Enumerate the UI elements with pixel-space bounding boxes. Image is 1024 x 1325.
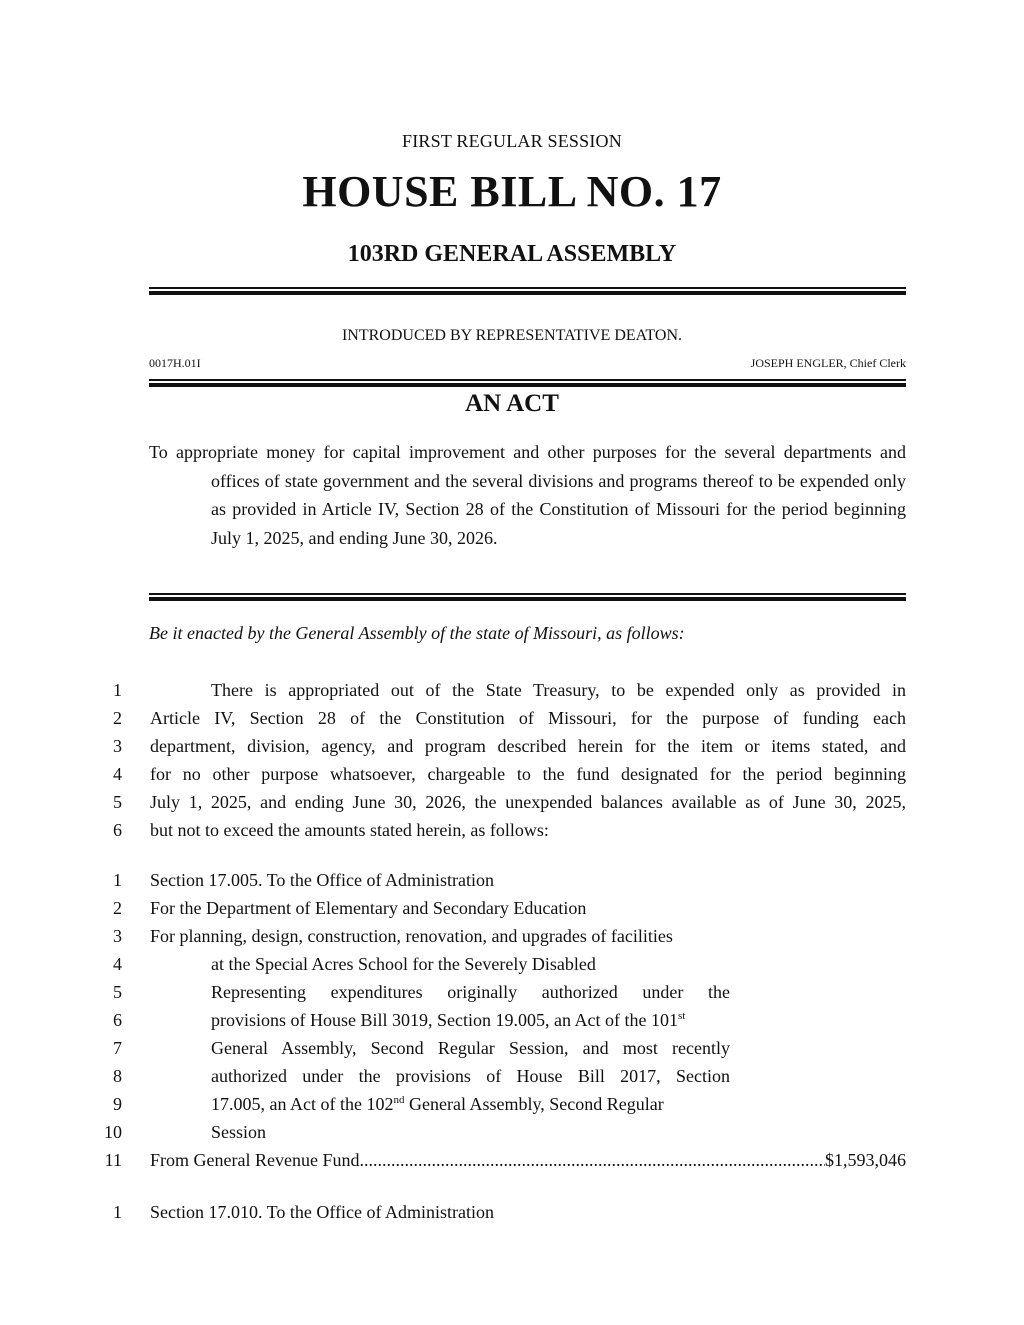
line-number: 10 (104, 1122, 122, 1142)
line-number: 2 (113, 898, 122, 918)
act-heading: AN ACT (465, 390, 559, 417)
fund-amount: $1,593,046 (825, 1150, 906, 1170)
double-rule (149, 287, 906, 295)
introduced-by: INTRODUCED BY REPRESENTATIVE DEATON. (341, 327, 683, 344)
line-number: 3 (113, 736, 122, 756)
line-text: at the Special Acres School for the Severely Disabled (211, 954, 596, 974)
preamble-line (0, 788, 1024, 816)
line-text: July 1, 2025, and ending June 30, 2026, the unexpended balances available as of June 30, 2025, (150, 792, 906, 812)
line-text: For the Department of Elementary and Secondary Education (150, 898, 587, 918)
line-number: 9 (113, 1094, 122, 1114)
line-text: 17.005, an Act of the 102nd General Assembly, Second Regular (211, 1094, 664, 1114)
section-line (0, 1062, 1024, 1090)
line-number: 1 (113, 870, 122, 890)
section-17-010 (0, 1198, 1024, 1226)
section-line (0, 894, 1024, 922)
double-rule (149, 593, 906, 601)
chief-clerk: JOSEPH ENGLER, Chief Clerk (750, 356, 906, 370)
preamble-line (0, 704, 1024, 732)
bill-number: HOUSE BILL NO. 17 (302, 167, 722, 216)
line-number: 6 (113, 1010, 122, 1030)
preamble-line (0, 732, 1024, 760)
section-line (0, 1006, 1024, 1034)
line-text: Representing expenditures originally authorized under the (211, 982, 730, 1002)
general-assembly: 103RD GENERAL ASSEMBLY (347, 241, 677, 267)
preamble (0, 676, 1024, 844)
section-17-005 (0, 866, 1024, 1174)
line-number: 4 (113, 954, 122, 974)
section-line (0, 866, 1024, 894)
line-text: There is appropriated out of the State Treasury, to be expended only as provided in (211, 680, 906, 700)
line-text: but not to exceed the amounts stated herein, as follows: (150, 820, 549, 840)
line-text: Session (211, 1122, 267, 1142)
preamble-line (0, 676, 1024, 704)
line-text: General Assembly, Second Regular Session, and most recently (211, 1038, 730, 1058)
section-line (0, 950, 1024, 978)
line-number: 5 (113, 792, 122, 812)
section-heading: Section 17.010. To the Office of Administration (150, 1202, 495, 1222)
line-text: provisions of House Bill 3019, Section 19.005, an Act of the 101st (211, 1010, 686, 1030)
section-line (0, 978, 1024, 1006)
line-text: for no other purpose whatsoever, chargeable to the fund designated for the period beginning (150, 764, 906, 784)
line-number: 11 (104, 1150, 122, 1170)
preamble-line (0, 816, 1024, 844)
line-number: 1 (113, 1202, 122, 1222)
double-rule (149, 379, 906, 387)
section-line (0, 1198, 1024, 1226)
line-number: 1 (113, 680, 122, 700)
section-line (0, 1118, 1024, 1146)
dot-leader (359, 1146, 825, 1174)
line-number: 8 (113, 1066, 122, 1086)
enacting-clause: Be it enacted by the General Assembly of the state of Missouri, as follows: (149, 623, 685, 643)
fund-name: From General Revenue Fund (150, 1150, 360, 1170)
session-label: FIRST REGULAR SESSION (402, 131, 622, 151)
line-text: department, division, agency, and program described herein for the item or items stated, and (150, 736, 906, 756)
act-title: To appropriate money for capital improvement and other purposes for the several departments and offices of state government and the several divisions and programs thereof to be expended only as provided in Article IV, Section 28 of the Constitution of Missouri for the period beginning July 1, 2025, and ending June 30, 2026. (149, 442, 906, 548)
preamble-line (0, 760, 1024, 788)
bill-code: 0017H.01I (149, 356, 201, 370)
section-heading: Section 17.005. To the Office of Administration (150, 870, 495, 890)
line-number: 2 (113, 708, 122, 728)
section-line (0, 1090, 1024, 1118)
line-text: authorized under the provisions of House Bill 2017, Section (211, 1066, 730, 1086)
line-number: 4 (113, 764, 122, 784)
line-number: 3 (113, 926, 122, 946)
line-number: 6 (113, 820, 122, 840)
section-line (0, 1034, 1024, 1062)
line-number: 7 (113, 1038, 122, 1058)
line-text: For planning, design, construction, renovation, and upgrades of facilities (150, 926, 673, 946)
fund-appropriation (150, 1146, 906, 1174)
section-line (0, 922, 1024, 950)
line-text: Article IV, Section 28 of the Constitution of Missouri, for the purpose of funding each (150, 708, 906, 728)
line-number: 5 (113, 982, 122, 1002)
fund-line (0, 1146, 1024, 1174)
